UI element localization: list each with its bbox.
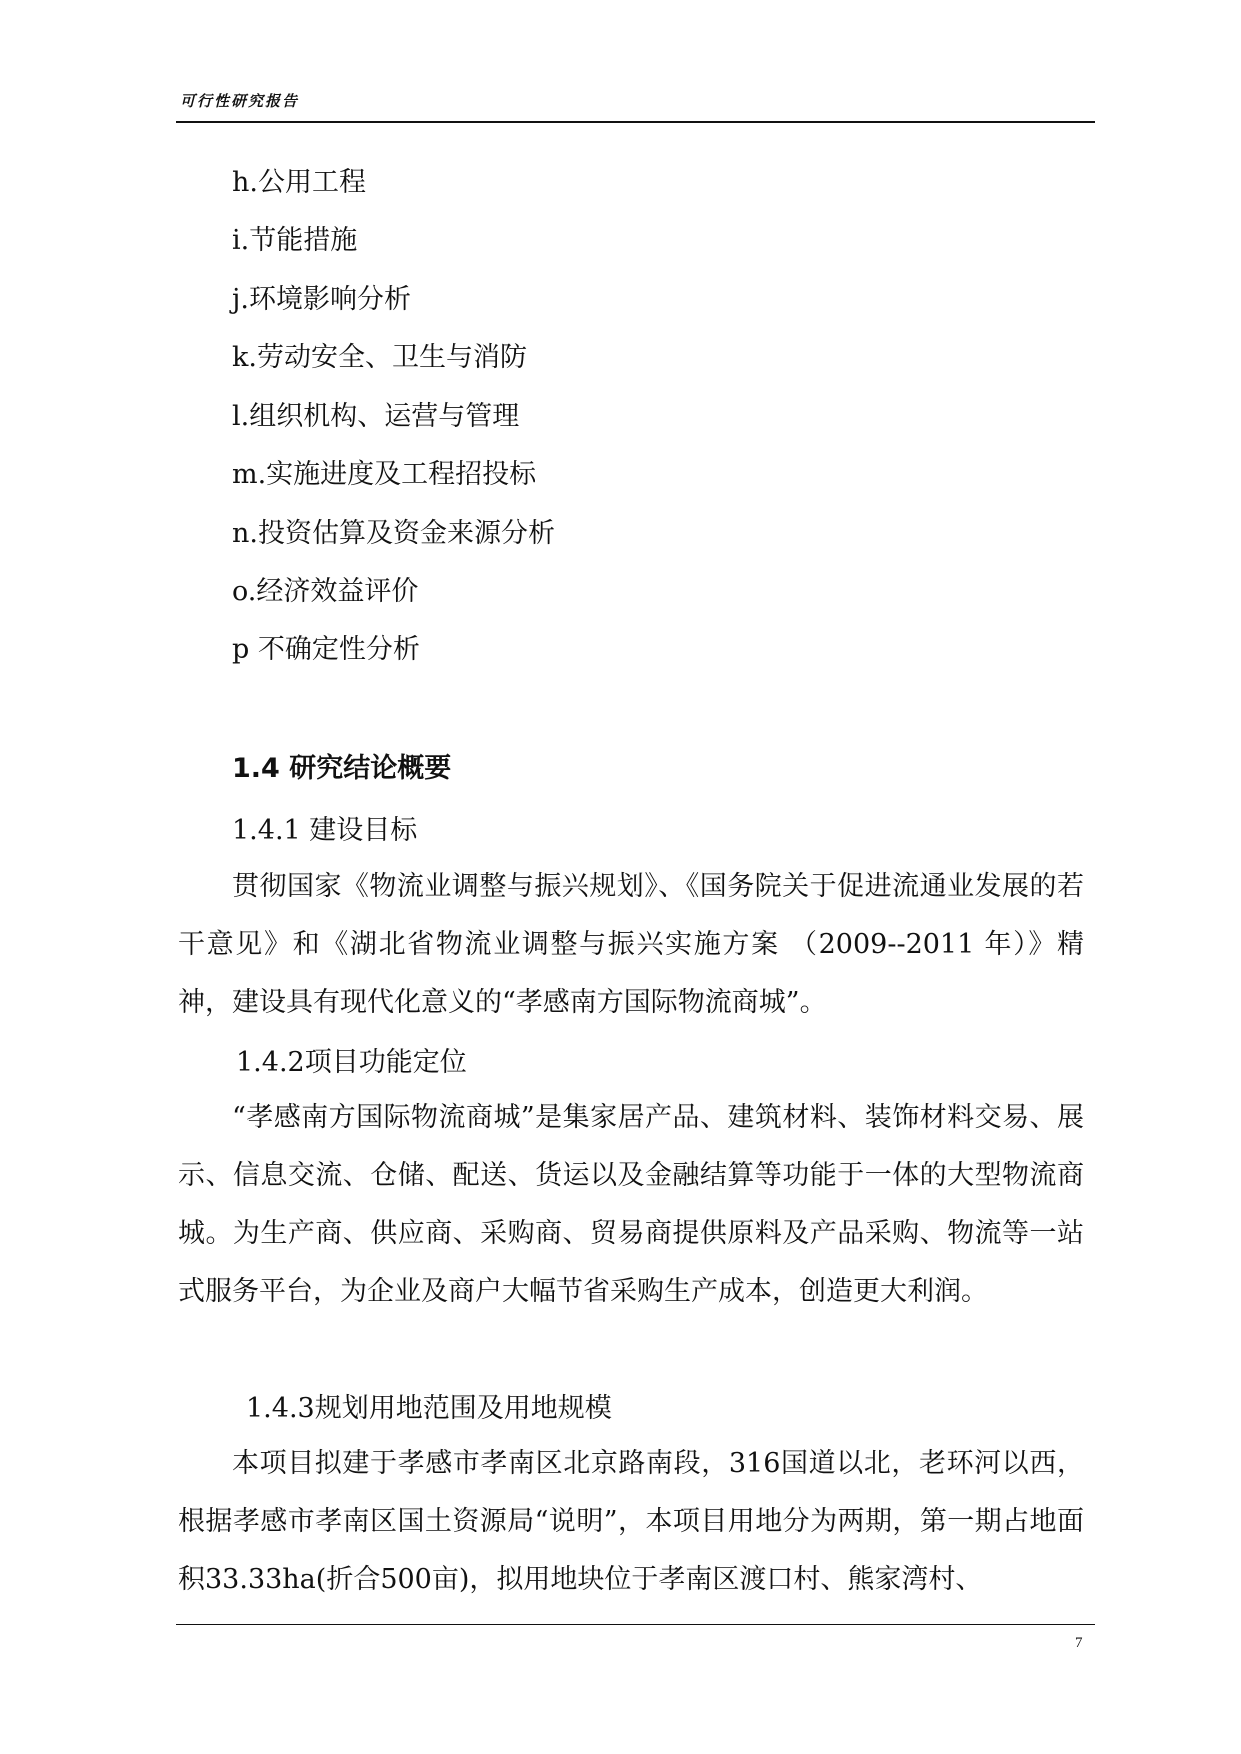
footer-rule (176, 1624, 1095, 1625)
list-item: m.实施进度及工程招投标 (232, 459, 537, 490)
list-item: k.劳动安全、卫生与消防 (232, 342, 527, 373)
section-heading: 1.4 研究结论概要 (232, 753, 452, 784)
header-title: 可行性研究报告 (180, 92, 300, 110)
list-item: n.投资估算及资金来源分析 (232, 518, 555, 549)
list-item: h.公用工程 (232, 167, 366, 198)
header-rule (176, 121, 1095, 123)
list-item: i.节能措施 (232, 225, 358, 256)
list-item: p 不确定性分析 (232, 634, 420, 665)
subsection-title: 1.4.3规划用地范围及用地规模 (246, 1393, 612, 1424)
page-number: 7 (1075, 1635, 1083, 1651)
paragraph: 本项目拟建于孝感市孝南区北京路南段，316国道以北，老环河以西，根据孝感市孝南区国土资源局“说明”，本项目用地分为两期，第一期占地面积33.33ha(折合500亩)，拟用地块位于孝南区渡口村、熊家湾村、 (178, 1448, 1084, 1595)
list-item: o.经济效益评价 (232, 576, 419, 607)
subsection-title: 1.4.1 建设目标 (232, 815, 418, 846)
subsection-title: 1.4.2项目功能定位 (236, 1047, 467, 1078)
paragraph: 贯彻国家《物流业调整与振兴规划》、《国务院关于促进流通业发展的若干意见》和《湖北省物流业调整与振兴实施方案 （2009--2011 年）》精神，建设具有现代化意义的“孝感南方国际物流商城”。 (178, 871, 1084, 1018)
list-item: j.环境影响分析 (232, 284, 411, 315)
paragraph: “孝感南方国际物流商城”是集家居产品、建筑材料、装饰材料交易、展示、信息交流、仓储、配送、货运以及金融结算等功能于一体的大型物流商城。为生产商、供应商、采购商、贸易商提供原料及产品采购、物流等一站式服务平台，为企业及商户大幅节省采购生产成本，创造更大利润。 (178, 1102, 1084, 1307)
list-item: l.组织机构、运营与管理 (232, 401, 520, 432)
